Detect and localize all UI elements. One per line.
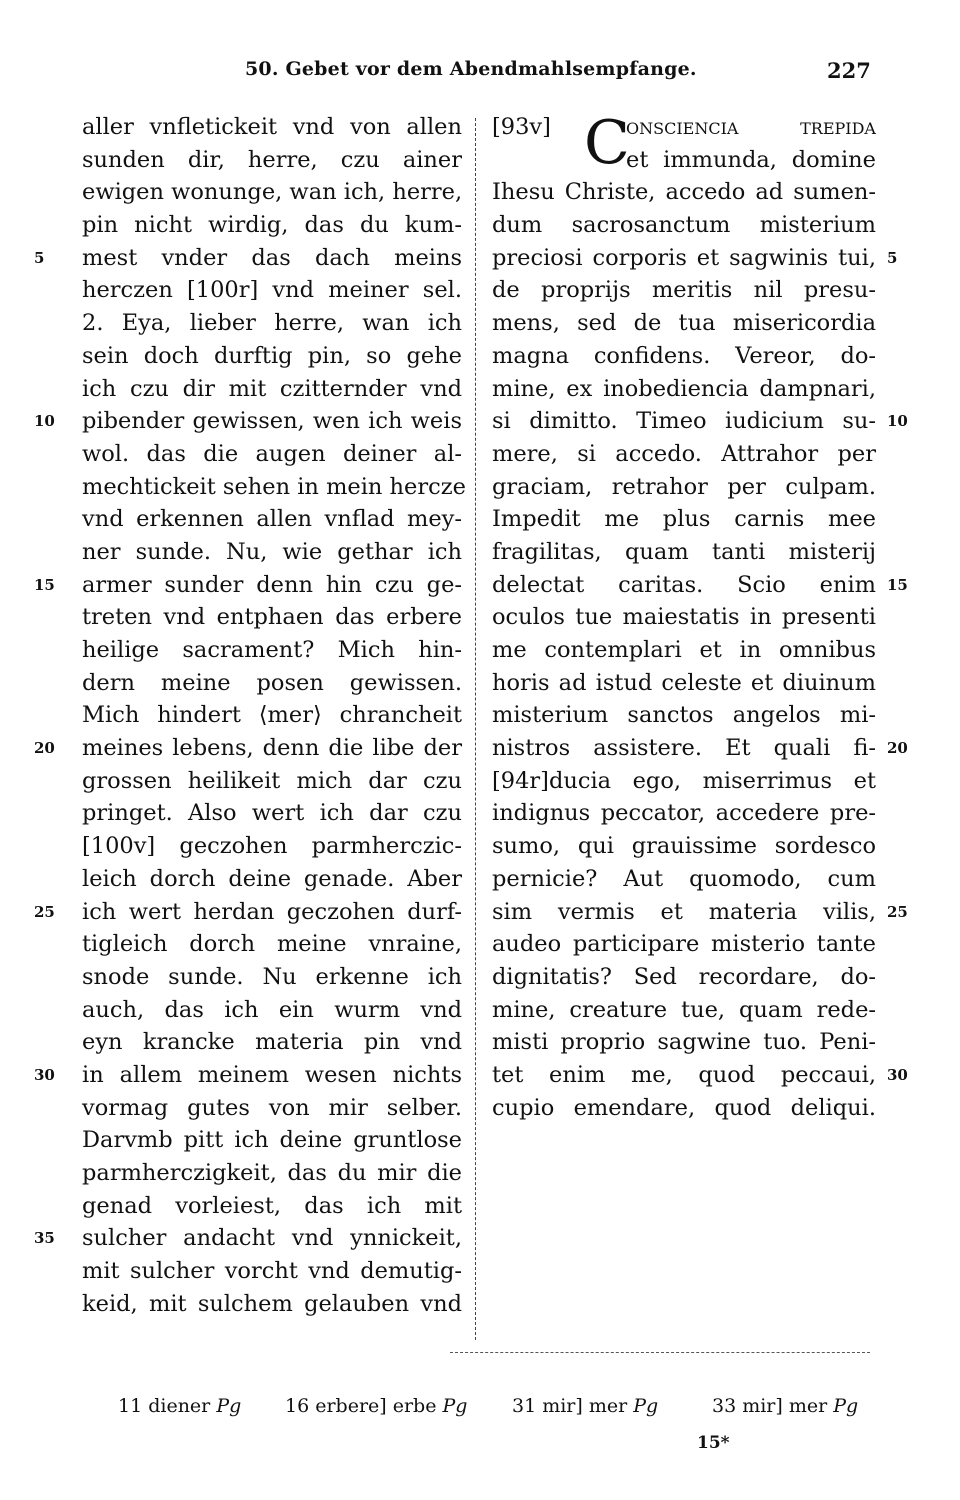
text-line: [82, 994, 462, 1027]
text-line: [492, 732, 908, 765]
text-line-content: indignus peccator, accedere pre-: [492, 800, 876, 827]
text-line: [34, 896, 462, 929]
text-line: [34, 405, 462, 438]
line-number: 10: [34, 412, 55, 431]
text-line-content: mere, si accedo. Attrahor per: [492, 440, 876, 467]
text-line-content: sulcher andacht vnd ynnickeit,: [82, 1225, 462, 1252]
footnote-entry: [512, 1395, 658, 1417]
text-line-content: magna confidens. Vereor, do-: [492, 342, 876, 369]
text-line-content: eyn krancke materia pin vnd: [82, 1029, 462, 1056]
line-number: 20: [887, 739, 908, 758]
text-line-content: dern meine posen gewissen.: [82, 669, 462, 696]
text-line-content: graciam, retrahor per culpam.: [492, 473, 876, 500]
page-header: [0, 58, 960, 88]
text-line: [492, 274, 876, 307]
line-number: 30: [887, 1065, 908, 1084]
text-line-content: vnd erkennen allen vnflad mey-: [82, 506, 462, 533]
text-line: [492, 1026, 876, 1059]
text-line-content: leich dorch deine genade. Aber: [82, 865, 462, 892]
text-line-content: mit sulcher vorcht vnd demutig-: [82, 1258, 462, 1285]
footnote-entry: [118, 1395, 241, 1417]
line-number: 15: [34, 575, 55, 594]
text-line: [82, 373, 462, 406]
text-line: [492, 340, 876, 373]
text-line-content: ner sunde. Nu, wie gethar ich: [82, 538, 462, 565]
text-line-content: pibender gewissen, wen ich weis: [82, 408, 462, 435]
text-line: [492, 797, 876, 830]
text-line: [82, 961, 462, 994]
footnote-siglum: Pg: [216, 1395, 242, 1417]
footnote-siglum: Pg: [833, 1395, 859, 1417]
footnote-lemma: 31 mir] mer: [512, 1395, 628, 1417]
line-number: 15: [887, 575, 908, 594]
text-line: [492, 634, 876, 667]
text-line: [492, 242, 898, 275]
running-title: 50. Gebet vor dem Abendmahlsempfange.: [245, 58, 697, 80]
text-line-content: me contemplari et in omnibus: [492, 637, 876, 663]
text-line-content: wol. das die augen deiner al-: [82, 440, 462, 467]
text-line-content: misterium sanctos angelos mi-: [492, 702, 876, 729]
column-divider: [475, 118, 476, 1340]
text-line: [82, 209, 462, 242]
text-line-content: treten vnd entphaen das erbere: [82, 604, 462, 631]
footnote-lemma: 33 mir] mer: [712, 1395, 828, 1417]
text-line-content: ich czu dir mit czitternder vnd: [82, 375, 462, 402]
text-line: [82, 863, 462, 896]
text-line: [82, 274, 462, 307]
text-line: [492, 373, 876, 406]
text-line: [492, 830, 876, 863]
text-line: [492, 863, 876, 896]
text-line-content: audeo participare misterio tante: [492, 931, 876, 958]
text-line: [492, 1092, 876, 1125]
text-line: [492, 438, 876, 471]
text-line-content: pringet. Also wert ich dar czu: [82, 800, 462, 827]
text-line-content: aller vnfletickeit vnd von allen: [82, 114, 462, 140]
text-line-content: sumo, qui grauissime sordesco: [492, 833, 876, 860]
text-line: [82, 144, 462, 177]
text-line-content: Darvmb pitt ich deine gruntlose: [82, 1127, 462, 1154]
text-line-content: armer sunder denn hin czu ge-: [82, 571, 462, 598]
text-line-content: preciosi corporis et sagwinis tui,: [492, 244, 876, 271]
text-line: [34, 1059, 462, 1092]
text-line: [82, 1124, 462, 1157]
line-number: 30: [34, 1065, 55, 1084]
folio-marker: [93v]: [492, 114, 551, 140]
text-line-content: 2. Eya, lieber herre, wan ich: [82, 310, 462, 337]
text-line-content: [94r]ducia ego, miserrimus et: [492, 767, 876, 794]
footnote-siglum: Pg: [633, 1395, 659, 1417]
text-line: [82, 1288, 462, 1321]
text-line-content: mens, sed de tua misericordia: [492, 310, 876, 337]
text-line-content: heilige sacrament? Mich hin-: [82, 637, 462, 663]
text-line: [82, 797, 462, 830]
text-line: [492, 209, 876, 242]
text-line: [492, 928, 876, 961]
text-line: [82, 536, 462, 569]
text-line-content: parmherczigkeit, das du mir die: [82, 1160, 462, 1186]
footnote-lemma: 16 erbere] erbe: [285, 1395, 437, 1417]
left-column-middle-high-german: [34, 111, 466, 1320]
text-line: [492, 307, 876, 340]
line-number: 5: [34, 248, 45, 267]
text-line-content: genad vorleiest, das ich mit: [82, 1192, 462, 1219]
text-line: [82, 307, 462, 340]
text-line-content: grossen heilikeit mich dar czu: [82, 767, 462, 794]
text-line-content: nistros assistere. Et quali fi-: [492, 735, 876, 762]
text-line: [492, 765, 876, 798]
text-line-content: snode sunde. Nu erkenne ich: [82, 963, 462, 990]
text-line: [82, 1157, 462, 1190]
text-line: [492, 503, 876, 536]
text-line-content: in allem meinem wesen nichts: [82, 1061, 462, 1088]
text-line-content: fragilitas, quam tanti misterij: [492, 538, 876, 565]
footnote-rule: [450, 1352, 870, 1353]
text-line: [492, 569, 908, 602]
text-line: [492, 601, 876, 634]
text-line-content: tet enim me, quod peccaui,: [492, 1061, 876, 1088]
text-line: [492, 405, 908, 438]
line-number: 35: [34, 1229, 55, 1248]
text-line: [82, 699, 462, 732]
text-line: [492, 471, 876, 504]
text-line-content: et immunda, domine: [626, 146, 876, 173]
text-line-content: mine, ex inobediencia dampnari,: [492, 375, 876, 402]
text-line-content: mest vnder das dach meins: [82, 244, 462, 271]
incipit-small-caps: onsciencia trepida: [626, 114, 876, 140]
text-line-content: horis ad istud celeste et diuinum: [492, 669, 876, 696]
text-line: [492, 1059, 908, 1092]
text-line: [82, 830, 462, 863]
text-line-content: pernicie? Aut quomodo, cum: [492, 865, 876, 892]
text-line-content: oculos tue maiestatis in presenti: [492, 604, 876, 631]
text-line: [82, 928, 462, 961]
text-line: [492, 961, 876, 994]
text-line: [34, 242, 462, 275]
text-line: [82, 111, 462, 144]
text-line-content: delectat caritas. Scio enim: [492, 571, 876, 598]
text-line: [82, 471, 466, 504]
text-line: [34, 1222, 462, 1255]
line-number: 20: [34, 739, 55, 758]
text-line: [82, 634, 462, 667]
text-line-content: sein doch durftig pin, so gehe: [82, 342, 462, 369]
text-line-content: auch, das ich ein wurm vnd: [82, 996, 462, 1023]
page-number: 227: [827, 58, 871, 83]
text-line: [34, 732, 462, 765]
text-line-content: dum sacrosanctum misterium: [492, 212, 876, 239]
line-number: 5: [887, 248, 898, 267]
text-line: [82, 1190, 462, 1223]
text-line-content: mine, creature tue, quam rede-: [492, 996, 876, 1023]
text-line: [82, 765, 462, 798]
text-line-content: sunden dir, herre, czu ainer: [82, 146, 462, 173]
text-line-content: herczen [100r] vnd meiner sel.: [82, 277, 462, 304]
text-line: [34, 569, 462, 602]
right-column-latin: [492, 108, 908, 1124]
text-line: [492, 994, 876, 1027]
text-line-content: dignitatis? Sed recordare, do-: [492, 963, 876, 990]
text-line: [492, 176, 876, 209]
text-line-content: Ihesu Christe, accedo ad sumen-: [492, 179, 876, 206]
text-line: [82, 1092, 462, 1125]
text-line-content: ewigen wonunge, wan ich, herre,: [82, 179, 463, 206]
text-line: [492, 896, 908, 929]
text-line: [82, 1026, 462, 1059]
text-line-content: cupio emendare, quod deliqui.: [492, 1094, 876, 1121]
footnote-entry: [285, 1395, 467, 1417]
text-line: [82, 176, 462, 209]
footnote-entry: [712, 1395, 858, 1417]
text-line-content: pin nicht wirdig, das du kum-: [82, 212, 462, 239]
text-line: [82, 601, 462, 634]
text-line: [492, 144, 876, 177]
text-line: [82, 438, 462, 471]
footnote-siglum: Pg: [442, 1395, 468, 1417]
text-line-content: meines lebens, denn die libe der: [82, 735, 462, 762]
text-line-content: keid, mit sulchem gelauben vnd: [82, 1290, 462, 1317]
text-line: [82, 1255, 462, 1288]
line-number: 25: [34, 902, 55, 921]
text-line-content: si dimitto. Timeo iudicium su-: [492, 408, 876, 435]
text-line-content: de proprijs meritis nil presu-: [492, 277, 876, 304]
text-line: [82, 340, 462, 373]
text-line: [82, 503, 462, 536]
line-number: 25: [887, 902, 908, 921]
text-line: [492, 667, 876, 700]
text-line: [82, 667, 462, 700]
text-line-content: Impedit me plus carnis mee: [492, 506, 876, 533]
text-line-content: sim vermis et materia vilis,: [492, 898, 876, 925]
text-line-content: vormag gutes von mir selber.: [82, 1094, 462, 1121]
line-number: 10: [887, 412, 908, 431]
text-line-content: ich wert herdan geczohen durf-: [82, 898, 462, 925]
text-line: [492, 699, 876, 732]
text-line-content: Mich hindert ⟨mer⟩ chrancheit: [82, 702, 462, 729]
signature-mark: 15*: [697, 1433, 730, 1453]
text-line: [492, 536, 876, 569]
drop-cap-initial: C: [584, 108, 630, 178]
text-line-content: mechtickeit sehen in mein hercze: [82, 473, 466, 500]
text-line-content: misti proprio sagwine tuo. Peni-: [492, 1029, 876, 1056]
text-line-content: [100v] geczohen parmherczic-: [82, 833, 462, 860]
text-line-content: tigleich dorch meine vnraine,: [82, 931, 462, 958]
footnote-lemma: 11 diener: [118, 1395, 211, 1417]
